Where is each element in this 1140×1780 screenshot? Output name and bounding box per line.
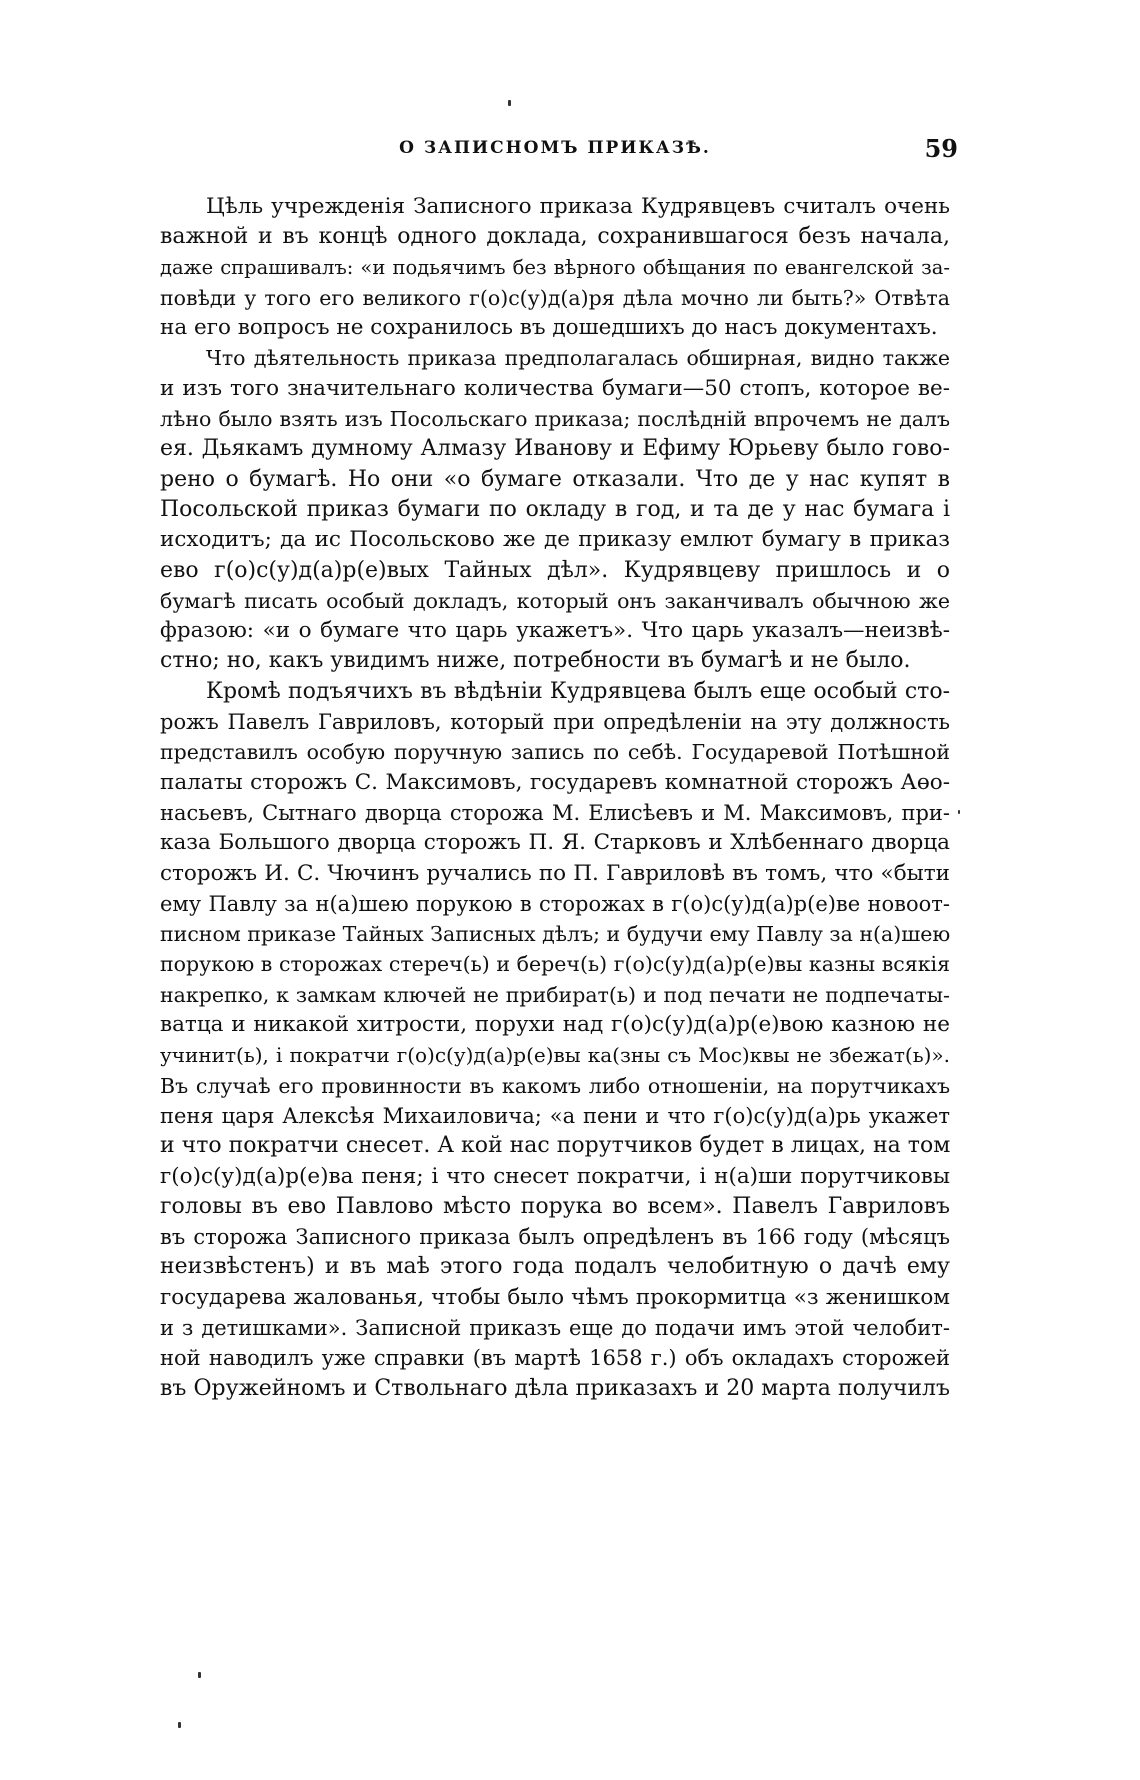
running-head: О ЗАПИСНОМЪ ПРИКАЗѢ. bbox=[399, 138, 711, 158]
text-line: и изъ того значительнаго количества бумаги—50 стопъ, которое ве- bbox=[160, 375, 950, 401]
text-line: учинит(ь), і пократчи г(о)с(у)д(а)р(е)вы ка(зны съ Мос)квы не збежат(ь)». bbox=[160, 1043, 950, 1068]
print-speck bbox=[198, 1672, 201, 1678]
print-speck bbox=[178, 1722, 181, 1728]
body-text bbox=[160, 192, 950, 1404]
text-line: Кромѣ подъячихъ въ вѣдѣніи Кудрявцева былъ еще особый сто- bbox=[206, 678, 950, 704]
text-line: стно; но, какъ увидимъ ниже, потребности въ бумагѣ и не было. bbox=[160, 648, 911, 674]
text-line: на его вопросъ не сохранилось въ дошедшихъ до насъ документахъ. bbox=[160, 315, 938, 341]
print-speck bbox=[508, 100, 511, 106]
text-line: и что пократчи снесет. А кой нас порутчиков будет в лицах, на том bbox=[160, 1133, 951, 1159]
text-line: лѣно было взять изъ Посольскаго приказа; послѣдній впрочемъ не далъ bbox=[160, 407, 950, 432]
text-line: сторожъ И. С. Чючинъ ручались по П. Гавриловѣ въ томъ, что «быти bbox=[160, 860, 950, 886]
text-line: важной и въ концѣ одного доклада, сохранившагося безъ начала, bbox=[160, 224, 950, 250]
text-line: государева жалованья, чтобы было чѣмъ прокормитца «з женишком bbox=[160, 1284, 950, 1310]
text-line: повѣди у того его великого г(о)с(у)д(а)ря дѣла мочно ли быть?» Отвѣта bbox=[160, 285, 950, 310]
paragraph bbox=[160, 192, 950, 343]
text-line: Въ случаѣ его провинности въ какомъ либо отношеніи, на порутчикахъ bbox=[160, 1073, 950, 1098]
text-line: исходитъ; да ис Посольсково же де приказу емлют бумагу в приказ bbox=[160, 527, 950, 553]
text-line: рено о бумагѣ. Но они «о бумаге отказали. Что де у нас купят в bbox=[160, 466, 950, 492]
text-line: насьевъ, Сытнаго дворца сторожа М. Елисѣевъ и М. Максимовъ, при- bbox=[160, 800, 950, 825]
text-line: Посольской приказ бумаги по окладу в год, и та де у нас бумага і bbox=[160, 496, 950, 522]
text-line: палаты сторожъ С. Максимовъ, государевъ комнатной сторожъ Аөо- bbox=[160, 769, 950, 795]
text-line: фразою: «и о бумаге что царь укажетъ». Что царь указалъ—неизвѣ- bbox=[160, 618, 950, 644]
text-line: и з детишками». Записной приказъ еще до подачи имъ этой челобит- bbox=[160, 1315, 950, 1340]
text-line: въ сторожа Записного приказа былъ опредѣленъ въ 166 году (мѣсяцъ bbox=[160, 1225, 950, 1250]
text-line: пеня царя Алексѣя Михаиловича; «а пени и что г(о)с(у)д(а)рь укажет bbox=[160, 1103, 950, 1128]
paragraph bbox=[160, 677, 950, 1404]
text-line: ной наводилъ уже справки (въ мартѣ 1658 г.) объ окладахъ сторожей bbox=[160, 1346, 950, 1371]
paragraph bbox=[160, 343, 950, 676]
page-header bbox=[160, 134, 958, 168]
text-line: каза Большого дворца сторожъ П. Я. Старковъ и Хлѣбеннаго дворца bbox=[160, 830, 950, 856]
text-line: рожъ Павелъ Гавриловъ, который при опредѣленіи на эту должность bbox=[160, 710, 950, 735]
print-speck bbox=[958, 810, 960, 814]
text-line: порукою в сторожах стереч(ь) и береч(ь) г(о)с(у)д(а)р(е)вы казны всякія bbox=[160, 952, 950, 977]
text-line: г(о)с(у)д(а)р(е)ва пеня; і что снесет пократчи, і н(а)ши порутчиковы bbox=[160, 1163, 950, 1189]
text-line: бумагѣ писать особый докладъ, который онъ заканчивалъ обычною же bbox=[160, 588, 950, 613]
page-number: 59 bbox=[924, 134, 958, 163]
text-line: неизвѣстенъ) и въ маѣ этого года подалъ челобитную о дачѣ ему bbox=[160, 1254, 950, 1280]
text-line: писном приказе Тайных Записных дѣлъ; и будучи ему Павлу за н(а)шею bbox=[160, 922, 951, 947]
text-line: въ Оружейномъ и Ствольнаго дѣла приказахъ и 20 марта получилъ bbox=[160, 1375, 950, 1401]
text-line: ему Павлу за н(а)шею порукою в сторожах в г(о)с(у)д(а)р(е)ве новоот- bbox=[160, 891, 950, 916]
text-line: ево г(о)с(у)д(а)р(е)вых Тайных дѣл». Кудрявцеву пришлось и о bbox=[160, 557, 950, 583]
text-line: Цѣль учрежденія Записного приказа Кудрявцевъ считалъ очень bbox=[206, 194, 950, 219]
text-line: ея. Дьякамъ думному Алмазу Иванову и Ефиму Юрьеву было гово- bbox=[160, 436, 950, 462]
text-line: даже спрашивалъ: «и подьячимъ без вѣрного обѣщания по евангелской за- bbox=[160, 255, 950, 279]
text-line: головы въ ево Павлово мѣсто порука во всем». Павелъ Гавриловъ bbox=[160, 1193, 950, 1219]
text-line: ватца и никакой хитрости, порухи над г(о)с(у)д(а)р(е)вою казною не bbox=[160, 1012, 950, 1038]
text-line: представилъ особую поручную запись по себѣ. Государевой Потѣшной bbox=[160, 740, 950, 765]
text-line: накрепко, к замкам ключей не прибират(ь) и под печати не подпечаты- bbox=[160, 982, 950, 1007]
text-line: Что дѣятельность приказа предполагалась обширная, видно также bbox=[206, 346, 950, 371]
